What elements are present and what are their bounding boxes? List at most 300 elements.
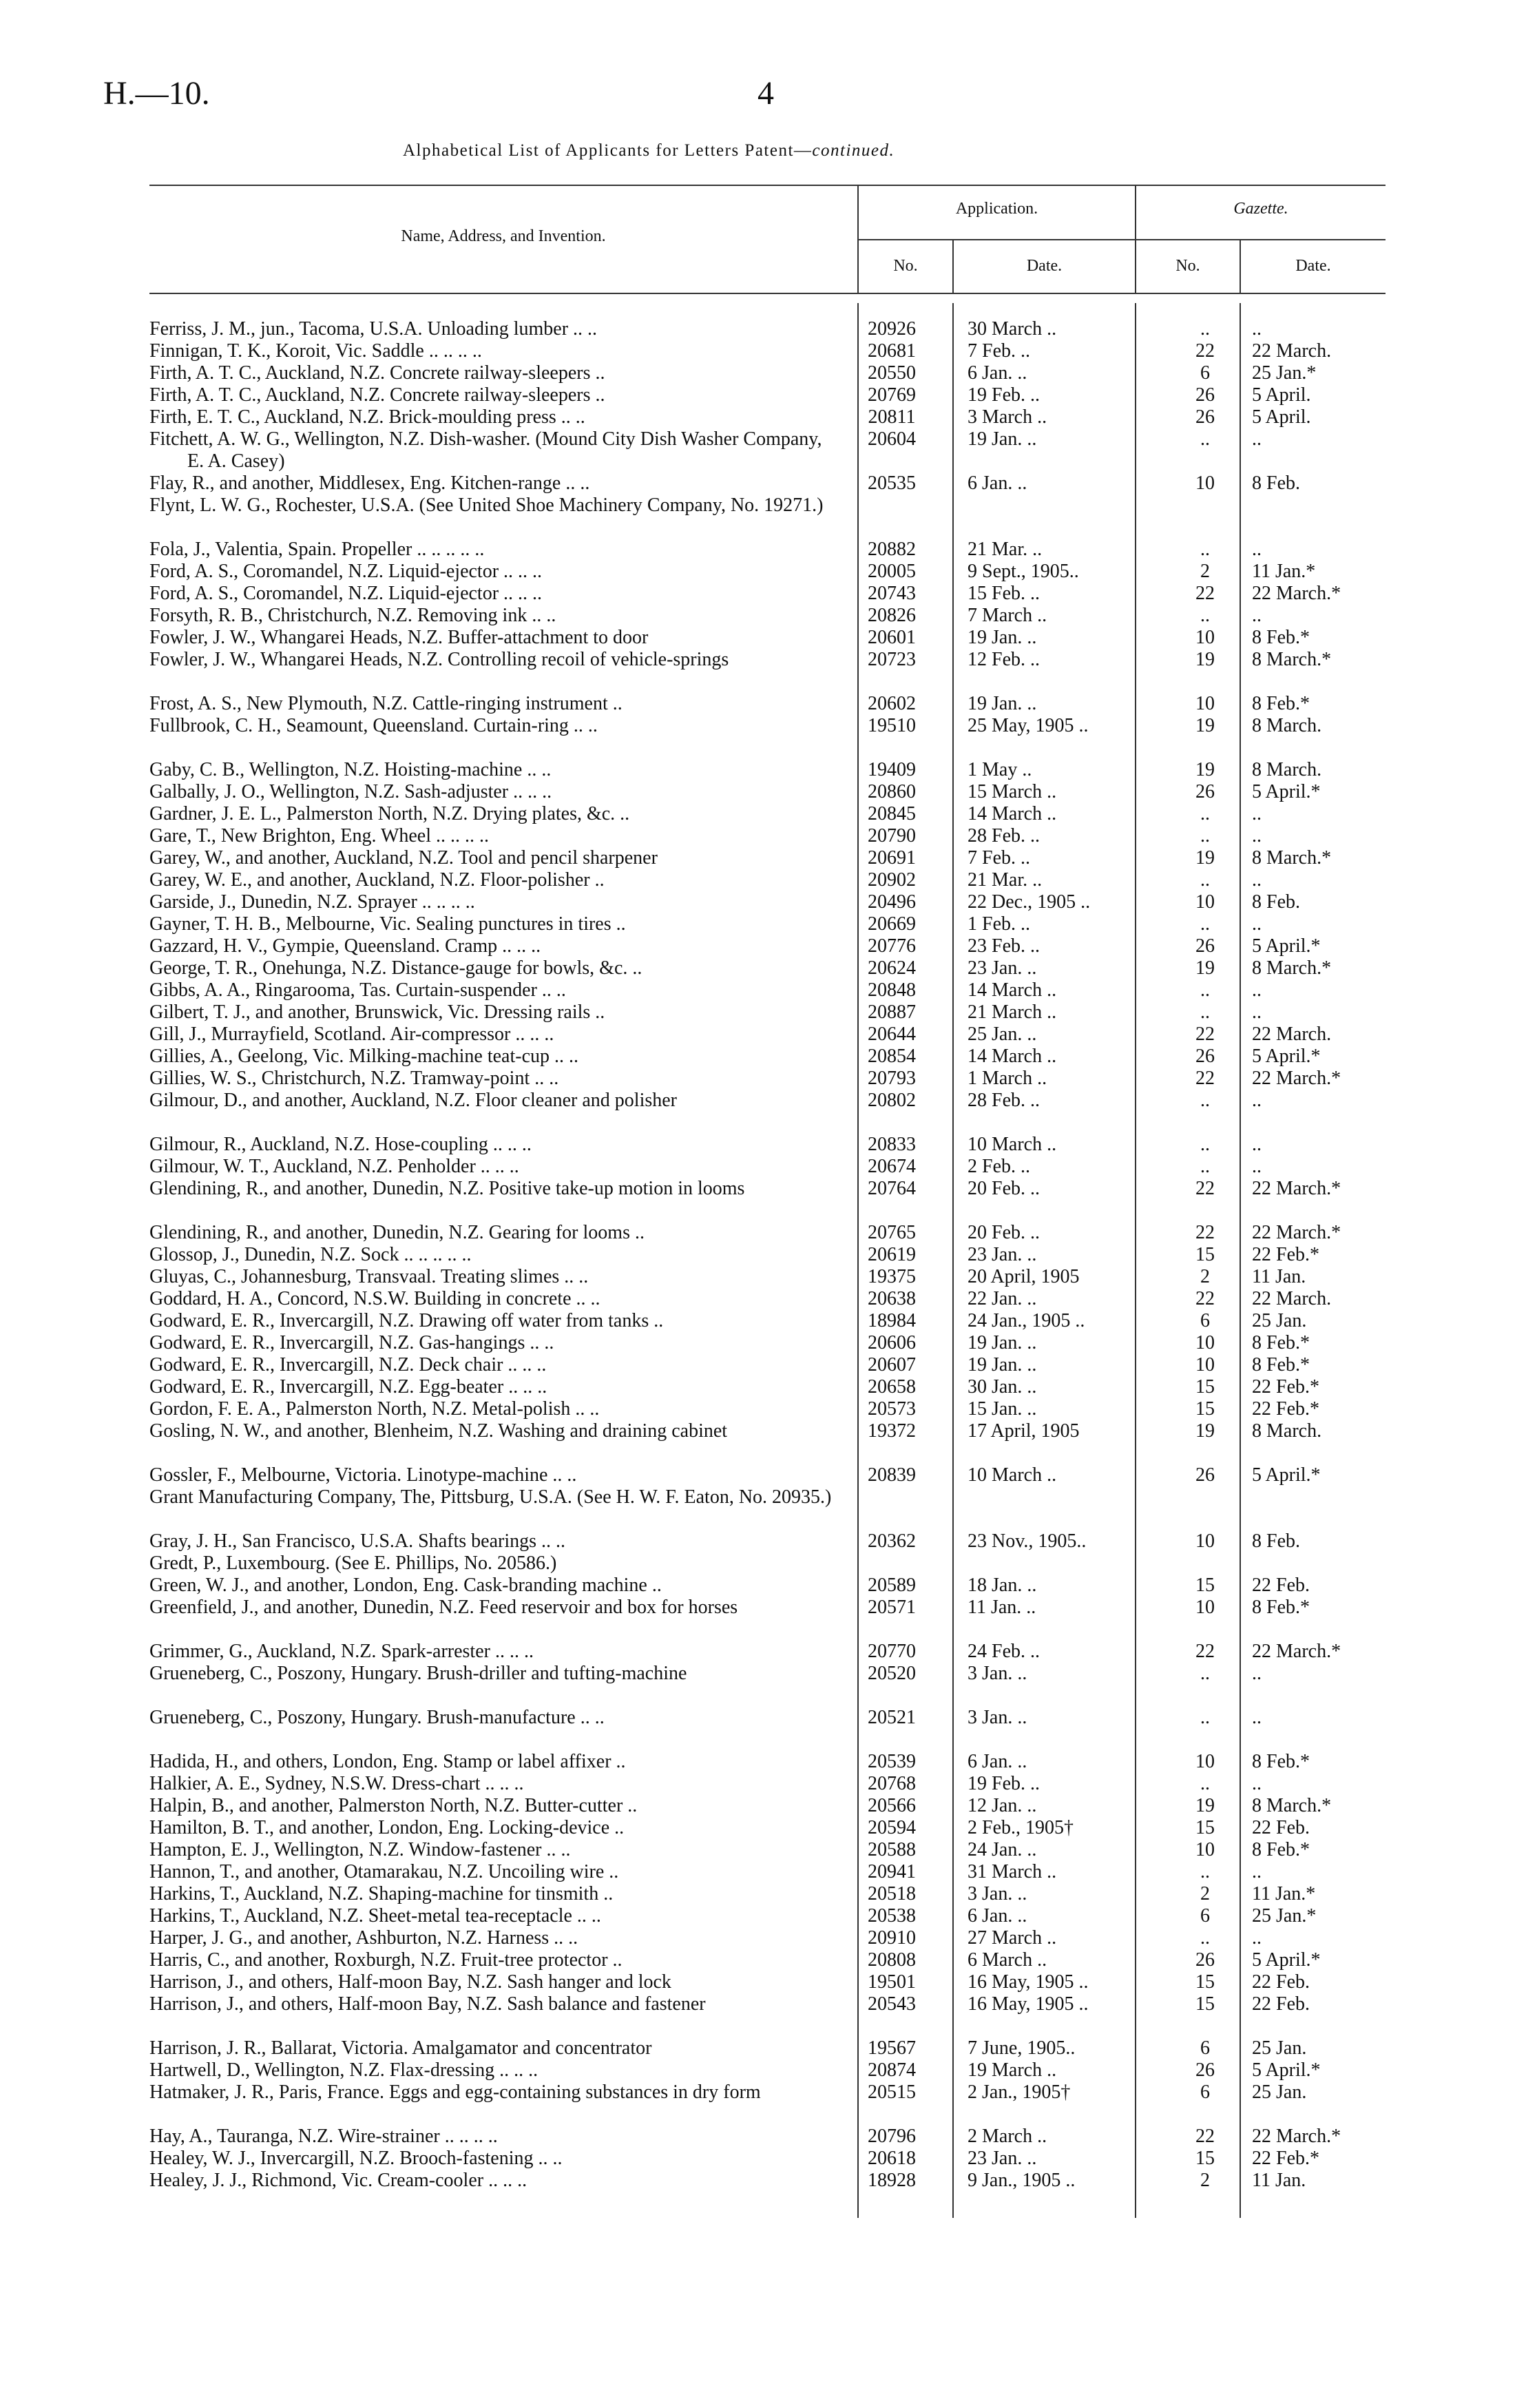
applicant-name-invention: Firth, A. T. C., Auckland, N.Z. Concrete railway-sleepers .. [149, 384, 605, 406]
table-row [0, 2037, 1537, 2059]
applicant-name-invention: Harris, C., and another, Roxburgh, N.Z. Fruit-tree protector .. [149, 1949, 623, 1971]
gazette-date: 8 Feb. [1252, 1530, 1300, 1552]
applicant-name-invention: Hay, A., Tauranga, N.Z. Wire-strainer .. .. .. .. [149, 2126, 498, 2147]
header-mid-rule [857, 239, 1386, 240]
application-date: 23 Jan. .. [968, 957, 1037, 979]
application-date: 25 Jan. .. [968, 1024, 1037, 1045]
gazette-date: 8 Feb. [1252, 891, 1300, 913]
gazette-number: 26 [1195, 1949, 1215, 1971]
list-title [403, 141, 895, 160]
gazette-number: 22 [1195, 1222, 1215, 1243]
application-number: 20826 [868, 605, 916, 626]
gazette-date: 5 April.* [1252, 1949, 1321, 1971]
gazette-number: 10 [1195, 693, 1215, 714]
applicant-name-invention: Frost, A. S., New Plymouth, N.Z. Cattle-ringing instrument .. [149, 693, 623, 714]
applicant-name-invention: Harper, J. G., and another, Ashburton, N.Z. Harness .. .. [149, 1927, 578, 1949]
gazette-number: 22 [1195, 1068, 1215, 1089]
applicant-name-invention: Gare, T., New Brighton, Eng. Wheel .. .. .. .. [149, 825, 490, 847]
applicant-name-invention: Ford, A. S., Coromandel, N.Z. Liquid-ejector .. .. .. [149, 561, 543, 582]
gazette-date: 5 April.* [1252, 935, 1321, 957]
applicant-name-invention: Hartwell, D., Wellington, N.Z. Flax-dressing .. .. .. [149, 2059, 539, 2081]
table-row [0, 935, 1537, 957]
application-number: 20854 [868, 1046, 916, 1067]
gazette-date: .. [1252, 913, 1262, 935]
gazette-number: 15 [1195, 2148, 1215, 2169]
gazette-number: .. [1200, 1773, 1210, 1794]
gazette-number: 6 [1200, 1905, 1210, 1927]
application-date: 6 March .. [968, 1949, 1047, 1971]
table-row [0, 2148, 1537, 2170]
application-number: 20538 [868, 1905, 916, 1927]
table-row [0, 561, 1537, 583]
application-number: 20860 [868, 781, 916, 802]
table-row [0, 1927, 1537, 1949]
applicant-name-invention: Healey, W. J., Invercargill, N.Z. Brooch-fastening .. .. [149, 2148, 563, 2169]
table-row [0, 1971, 1537, 1993]
application-number: 20910 [868, 1927, 916, 1949]
table-row [0, 2082, 1537, 2126]
table-row [0, 781, 1537, 803]
gazette-date: .. [1252, 803, 1262, 824]
application-number: 20808 [868, 1949, 916, 1971]
applicant-name-invention: Godward, E. R., Invercargill, N.Z. Gas-hangings .. .. [149, 1332, 554, 1353]
table-row [0, 406, 1537, 428]
application-number: 20941 [868, 1861, 916, 1882]
column-header-name: Name, Address, and Invention. [401, 227, 606, 245]
table-row [0, 891, 1537, 913]
table-row [0, 1288, 1537, 1310]
application-number: 20811 [868, 406, 916, 428]
gazette-number: 26 [1195, 384, 1215, 406]
gazette-date: 22 Feb.* [1252, 1398, 1319, 1420]
application-number: 20594 [868, 1817, 916, 1838]
gazette-number: 22 [1195, 340, 1215, 362]
gazette-number: 15 [1195, 1244, 1215, 1265]
gazette-date: .. [1252, 318, 1262, 340]
application-number: 20926 [868, 318, 916, 340]
application-date: 6 Jan. .. [968, 1751, 1027, 1772]
gazette-date: 22 Feb.* [1252, 1376, 1319, 1398]
applicant-name-invention: Harrison, J., and others, Half-moon Bay, N.Z. Sash balance and fastener [149, 1993, 706, 2015]
table-row [0, 1156, 1537, 1178]
application-date: 27 March .. [968, 1927, 1057, 1949]
application-number: 20691 [868, 847, 916, 869]
application-date: 22 Jan. .. [968, 1288, 1037, 1309]
application-date: 14 March .. [968, 979, 1057, 1001]
applicant-name-invention: Garey, W. E., and another, Auckland, N.Z. Floor-polisher .. [149, 869, 605, 891]
table-row [0, 1134, 1537, 1156]
application-date: 6 Jan. .. [968, 362, 1027, 384]
gazette-date: .. [1252, 1707, 1262, 1728]
gazette-date: 22 Feb. [1252, 1993, 1310, 2015]
application-number: 20607 [868, 1354, 916, 1376]
applicant-name-invention: Grueneberg, C., Poszony, Hungary. Brush-driller and tufting-machine [149, 1663, 687, 1684]
application-number: 20571 [868, 1597, 916, 1618]
application-date: 15 Jan. .. [968, 1398, 1037, 1420]
gazette-date: 8 Feb. [1252, 473, 1300, 494]
table-row [0, 1398, 1537, 1420]
application-number: 20743 [868, 583, 916, 604]
application-date: 7 Feb. .. [968, 847, 1030, 869]
application-number: 20543 [868, 1993, 916, 2015]
gazette-number: 10 [1195, 1332, 1215, 1353]
table-row [0, 318, 1537, 340]
gazette-date: .. [1252, 1090, 1262, 1111]
application-date: 16 May, 1905 .. [968, 1971, 1089, 1993]
gazette-number: .. [1200, 428, 1210, 450]
gazette-number: 6 [1200, 2037, 1210, 2059]
application-date: 15 March .. [968, 781, 1057, 802]
application-date: 20 Feb. .. [968, 1178, 1040, 1199]
application-number: 20802 [868, 1090, 916, 1111]
applicant-name-invention: Godward, E. R., Invercargill, N.Z. Drawing off water from tanks .. [149, 1310, 664, 1331]
application-number: 20618 [868, 2148, 916, 2169]
application-number: 20638 [868, 1288, 916, 1309]
application-number: 18984 [868, 1310, 916, 1331]
applicant-name-invention: Gilmour, R., Auckland, N.Z. Hose-coupling .. .. .. [149, 1134, 532, 1155]
applicant-name-invention: Greenfield, J., and another, Dunedin, N.Z. Feed reservoir and box for horses [149, 1597, 738, 1618]
application-number: 20765 [868, 1222, 916, 1243]
gazette-number: 19 [1195, 759, 1215, 780]
application-date: 21 March .. [968, 1001, 1057, 1023]
table-row [0, 1751, 1537, 1773]
application-date: 24 Jan., 1905 .. [968, 1310, 1085, 1331]
table-row [0, 1310, 1537, 1332]
gazette-date: 22 Feb.* [1252, 2148, 1319, 2169]
gazette-date: 22 Feb.* [1252, 1244, 1319, 1265]
application-date: 3 March .. [968, 406, 1047, 428]
table-row [0, 2126, 1537, 2148]
application-date: 25 May, 1905 .. [968, 715, 1089, 736]
application-number: 20790 [868, 825, 916, 847]
table-row [0, 384, 1537, 406]
applicant-name-invention: Hampton, E. J., Wellington, N.Z. Window-fastener .. .. [149, 1839, 571, 1860]
gazette-date: 25 Jan.* [1252, 362, 1317, 384]
gazette-date: 22 Feb. [1252, 1971, 1310, 1993]
application-number: 20658 [868, 1376, 916, 1398]
table-row [0, 627, 1537, 649]
application-date: 21 Mar. .. [968, 539, 1043, 560]
table-row [0, 1553, 1537, 1575]
application-date: 19 Jan. .. [968, 1354, 1037, 1376]
table-row [0, 1354, 1537, 1376]
gazette-number: 22 [1195, 1024, 1215, 1045]
applicant-name-invention: Halkier, A. E., Sydney, N.S.W. Dress-chart .. .. .. [149, 1773, 524, 1794]
gazette-date: 11 Jan. [1252, 1266, 1306, 1287]
gazette-number: .. [1200, 979, 1210, 1001]
table-row [0, 1883, 1537, 1905]
table-row [0, 428, 1537, 473]
applicant-name-invention: Forsyth, R. B., Christchurch, N.Z. Removing ink .. .. [149, 605, 556, 626]
gazette-date: 11 Jan.* [1252, 561, 1316, 582]
gazette-date: 8 March.* [1252, 847, 1332, 869]
table-row [0, 583, 1537, 605]
gazette-number: 22 [1195, 583, 1215, 604]
table-row [0, 495, 1537, 539]
application-number: 20602 [868, 693, 916, 714]
gazette-number: 2 [1200, 1266, 1210, 1287]
gazette-date: 5 April.* [1252, 1464, 1321, 1486]
table-row [0, 1641, 1537, 1663]
gazette-number: 10 [1195, 891, 1215, 913]
application-number: 20588 [868, 1839, 916, 1860]
application-number: 20604 [868, 428, 916, 450]
applicant-name-invention: Ferriss, J. M., jun., Tacoma, U.S.A. Unloading lumber .. .. [149, 318, 598, 340]
table-row [0, 1905, 1537, 1927]
applicant-name-invention: Garside, J., Dunedin, N.Z. Sprayer .. .. .. .. [149, 891, 475, 913]
application-date: 3 Jan. .. [968, 1883, 1027, 1904]
gazette-number: 15 [1195, 1971, 1215, 1993]
table-row [0, 979, 1537, 1001]
gazette-date: 8 Feb.* [1252, 1354, 1310, 1376]
table-row [0, 759, 1537, 781]
gazette-number: 2 [1200, 1883, 1210, 1904]
application-number: 20496 [868, 891, 916, 913]
application-number: 20776 [868, 935, 916, 957]
application-date: 6 Jan. .. [968, 1905, 1027, 1927]
application-number: 20644 [868, 1024, 916, 1045]
application-number: 20833 [868, 1134, 916, 1155]
gazette-number: 6 [1200, 1310, 1210, 1331]
applicant-name-invention: Firth, A. T. C., Auckland, N.Z. Concrete railway-sleepers .. [149, 362, 605, 384]
application-number: 20535 [868, 473, 916, 494]
application-number: 20793 [868, 1068, 916, 1089]
gazette-date: .. [1252, 1001, 1262, 1023]
applicant-name-invention: Gardner, J. E. L., Palmerston North, N.Z. Drying plates, &c. .. [149, 803, 630, 824]
application-date: 12 Jan. .. [968, 1795, 1037, 1816]
application-date: 19 Jan. .. [968, 627, 1037, 648]
applicant-name-invention: Gordon, F. E. A., Palmerston North, N.Z. Metal-polish .. .. [149, 1398, 600, 1420]
gazette-date: 22 Feb. [1252, 1575, 1310, 1596]
applicant-name-invention: Hamilton, B. T., and another, London, Eng. Locking-device .. [149, 1817, 625, 1838]
application-date: 31 March .. [968, 1861, 1057, 1882]
gazette-date: .. [1252, 428, 1262, 450]
column-header-application: Application. [955, 200, 1038, 218]
application-number: 20848 [868, 979, 916, 1001]
gazette-number: .. [1200, 1090, 1210, 1111]
gazette-date: .. [1252, 1773, 1262, 1794]
gazette-number: .. [1200, 1927, 1210, 1949]
applicant-name-invention: Goddard, H. A., Concord, N.S.W. Building in concrete .. .. [149, 1288, 600, 1309]
application-number: 20674 [868, 1156, 916, 1177]
gazette-date: .. [1252, 605, 1262, 626]
application-date: 10 March .. [968, 1464, 1057, 1486]
table-row [0, 340, 1537, 362]
gazette-date: .. [1252, 1663, 1262, 1684]
gazette-number: .. [1200, 1001, 1210, 1023]
gazette-number: 26 [1195, 781, 1215, 802]
table-row [0, 2170, 1537, 2192]
application-number: 20669 [868, 913, 916, 935]
applicant-name-invention: Harkins, T., Auckland, N.Z. Sheet-metal tea-receptacle .. .. [149, 1905, 601, 1927]
header-bottom-rule [149, 293, 1386, 294]
gazette-number: .. [1200, 539, 1210, 560]
application-date: 6 Jan. .. [968, 473, 1027, 494]
gazette-date: 8 Feb.* [1252, 627, 1310, 648]
application-date: 16 May, 1905 .. [968, 1993, 1089, 2015]
application-number: 20606 [868, 1332, 916, 1353]
gazette-date: 22 March.* [1252, 1222, 1341, 1243]
application-date: 15 Feb. .. [968, 583, 1040, 604]
application-date: 9 Jan., 1905 .. [968, 2170, 1076, 2191]
application-number: 20887 [868, 1001, 916, 1023]
gazette-number: .. [1200, 318, 1210, 340]
gazette-number: 2 [1200, 2170, 1210, 2191]
applicant-name-invention: Gazzard, H. V., Gympie, Queensland. Cramp .. .. .. [149, 935, 541, 957]
gazette-number: 10 [1195, 627, 1215, 648]
table-row [0, 1486, 1537, 1530]
table-row [0, 1376, 1537, 1398]
table-row [0, 715, 1537, 737]
table-row [0, 1046, 1537, 1068]
gazette-number: .. [1200, 1134, 1210, 1155]
application-date: 1 Feb. .. [968, 913, 1030, 935]
application-date: 10 March .. [968, 1134, 1057, 1155]
application-number: 19375 [868, 1266, 916, 1287]
applicant-name-invention: Finnigan, T. K., Koroit, Vic. Saddle .. .. .. .. [149, 340, 482, 362]
table-row [0, 1266, 1537, 1288]
gazette-number: 19 [1195, 847, 1215, 869]
gazette-number: 15 [1195, 1398, 1215, 1420]
application-date: 28 Feb. .. [968, 1090, 1040, 1111]
application-date: 22 Dec., 1905 .. [968, 891, 1091, 913]
application-number: 20520 [868, 1663, 916, 1684]
table-row [0, 539, 1537, 561]
gazette-number: 22 [1195, 1288, 1215, 1309]
application-date: 20 April, 1905 [968, 1266, 1080, 1287]
gazette-date: 22 March. [1252, 1288, 1332, 1309]
applicant-name-invention: Grimmer, G., Auckland, N.Z. Spark-arrester .. .. .. [149, 1641, 534, 1662]
gazette-date: 22 March.* [1252, 1068, 1341, 1089]
applicant-name-invention: Gayner, T. H. B., Melbourne, Vic. Sealing punctures in tires .. [149, 913, 626, 935]
application-number: 19510 [868, 715, 916, 736]
application-number: 20768 [868, 1773, 916, 1794]
application-number: 20566 [868, 1795, 916, 1816]
application-number: 20521 [868, 1707, 916, 1728]
applicant-name-invention: Hatmaker, J. R., Paris, France. Eggs and egg-containing substances in dry form [149, 2082, 761, 2103]
gazette-number: 26 [1195, 935, 1215, 957]
column-header-gaz-date: Date. [1295, 257, 1331, 275]
application-number: 20882 [868, 539, 916, 560]
application-date: 2 Feb. .. [968, 1156, 1030, 1177]
gazette-number: 22 [1195, 1641, 1215, 1662]
application-number: 20624 [868, 957, 916, 979]
table-row [0, 1839, 1537, 1861]
applicant-name-invention: Harrison, J. R., Ballarat, Victoria. Amalgamator and concentrator [149, 2037, 652, 2059]
application-date: 1 March .. [968, 1068, 1047, 1089]
column-header-app-no: No. [893, 257, 918, 275]
table-row [0, 957, 1537, 979]
applicant-name-invention: Flynt, L. W. G., Rochester, U.S.A. (See United Shoe Machinery Company, No. 19271.) [149, 495, 824, 516]
applicant-name-invention: Grant Manufacturing Company, The, Pittsburg, U.S.A. (See H. W. F. Eaton, No. 20935.) [149, 1486, 832, 1508]
gazette-date: 22 March. [1252, 340, 1332, 362]
application-date: 18 Jan. .. [968, 1575, 1037, 1596]
application-number: 20005 [868, 561, 916, 582]
gazette-date: .. [1252, 539, 1262, 560]
gazette-number: .. [1200, 605, 1210, 626]
gazette-number: 10 [1195, 1354, 1215, 1376]
application-date: 7 March .. [968, 605, 1047, 626]
applicant-name-invention: Ford, A. S., Coromandel, N.Z. Liquid-ejector .. .. .. [149, 583, 543, 604]
table-row [0, 362, 1537, 384]
gazette-date: .. [1252, 979, 1262, 1001]
gazette-date: 5 April. [1252, 406, 1311, 428]
applicant-name-invention: Gluyas, C., Johannesburg, Transvaal. Treating slimes .. .. [149, 1266, 589, 1287]
gazette-date: 25 Jan. [1252, 2037, 1307, 2059]
list-title-text: Alphabetical List of Applicants for Letters Patent— [403, 141, 813, 160]
gazette-number: 19 [1195, 957, 1215, 979]
applicant-name-invention: Gredt, P., Luxembourg. (See E. Phillips, No. 20586.) [149, 1553, 557, 1574]
application-date: 23 Jan. .. [968, 2148, 1037, 2169]
applicant-name-invention: Gilmour, W. T., Auckland, N.Z. Penholder .. .. .. [149, 1156, 519, 1177]
application-number: 20362 [868, 1530, 916, 1552]
application-date: 28 Feb. .. [968, 825, 1040, 847]
application-number: 20619 [868, 1244, 916, 1265]
table-row [0, 1068, 1537, 1090]
table-row [0, 1575, 1537, 1597]
application-date: 20 Feb. .. [968, 1222, 1040, 1243]
application-date: 1 May .. [968, 759, 1032, 780]
gazette-date: 5 April.* [1252, 1046, 1321, 1067]
gazette-number: 19 [1195, 715, 1215, 736]
applicant-name-invention: Godward, E. R., Invercargill, N.Z. Deck chair .. .. .. [149, 1354, 547, 1376]
gazette-date: .. [1252, 1861, 1262, 1882]
gazette-number: 22 [1195, 1178, 1215, 1199]
table-row [0, 473, 1537, 495]
gazette-number: 15 [1195, 1817, 1215, 1838]
application-date: 23 Feb. .. [968, 935, 1040, 957]
application-number: 20573 [868, 1398, 916, 1420]
application-date: 14 March .. [968, 803, 1057, 824]
table-row [0, 1332, 1537, 1354]
gazette-number: 19 [1195, 649, 1215, 670]
application-date: 3 Jan. .. [968, 1707, 1027, 1728]
table-row [0, 869, 1537, 891]
gazette-date: 5 April.* [1252, 2059, 1321, 2081]
application-number: 19567 [868, 2037, 916, 2059]
gazette-number: 26 [1195, 406, 1215, 428]
application-date: 11 Jan. .. [968, 1597, 1036, 1618]
gazette-date: .. [1252, 1156, 1262, 1177]
applicant-name-invention: Gaby, C. B., Wellington, N.Z. Hoisting-machine .. .. [149, 759, 552, 780]
application-number: 20769 [868, 384, 916, 406]
table-row [0, 1663, 1537, 1707]
gazette-number: 22 [1195, 2126, 1215, 2147]
gazette-number: 10 [1195, 473, 1215, 494]
table-row [0, 1795, 1537, 1817]
gazette-date: 22 March.* [1252, 2126, 1341, 2147]
applicant-name-invention: Glossop, J., Dunedin, N.Z. Sock .. .. .. .. .. [149, 1244, 472, 1265]
gazette-number: 26 [1195, 1464, 1215, 1486]
applicant-name-invention: Glendining, R., and another, Dunedin, N.Z. Gearing for looms .. [149, 1222, 645, 1243]
gazette-date: 5 April. [1252, 384, 1311, 406]
gazette-number: 26 [1195, 1046, 1215, 1067]
table-row [0, 605, 1537, 627]
application-date: 19 Feb. .. [968, 384, 1040, 406]
table-row [0, 825, 1537, 847]
gazette-number: 2 [1200, 561, 1210, 582]
gazette-number: 15 [1195, 1993, 1215, 2015]
application-date: 24 Jan. .. [968, 1839, 1037, 1860]
gazette-date: 8 Feb.* [1252, 1751, 1310, 1772]
applicant-name-invention: Hadida, H., and others, London, Eng. Stamp or label affixer .. [149, 1751, 626, 1772]
application-number: 20518 [868, 1883, 916, 1904]
gazette-number: .. [1200, 803, 1210, 824]
applicant-name-invention: Fitchett, A. W. G., Wellington, N.Z. Dish-washer. (Mound City Dish Washer Company, E. A. Casey) [149, 428, 822, 472]
applicant-name-invention: Halpin, B., and another, Palmerston North, N.Z. Butter-cutter .. [149, 1795, 638, 1816]
table-row [0, 1222, 1537, 1244]
application-date: 2 March .. [968, 2126, 1047, 2147]
